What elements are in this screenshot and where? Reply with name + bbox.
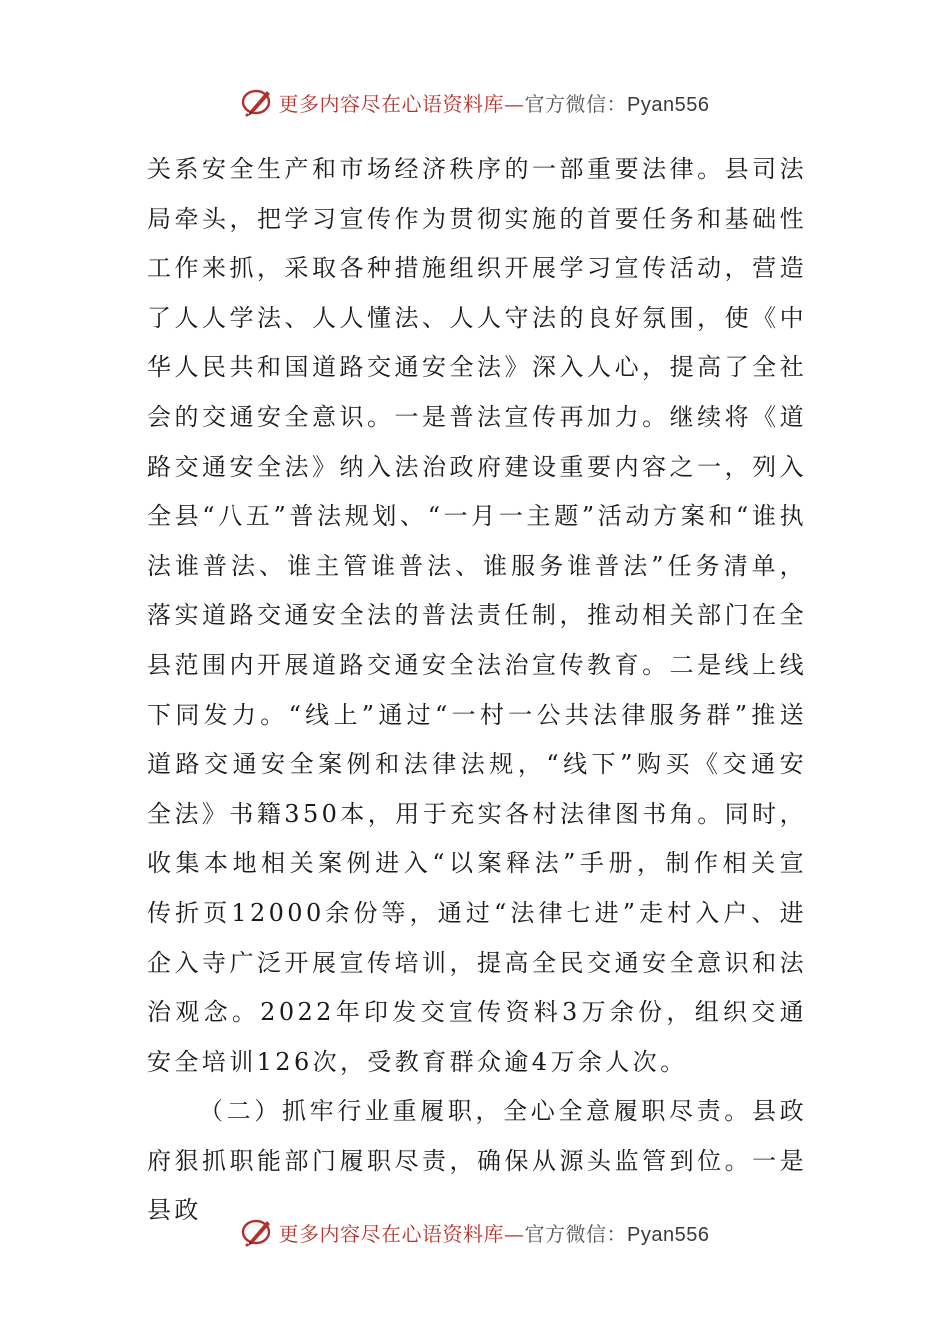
body-paragraph-1: 关系安全生产和市场经济秩序的一部重要法律。县司法局牵头，把学习宣传作为贯彻实施的首要任务和基础性工作来抓，采取各种措施组织开展学习宣传活动，营造了人人学法、人人懂法、人人守法的良好氛围，使《中华人民共和国道路交通安全法》深入人心，提高了全社会的交通安全意识。一是普法宣传再加力。继续将《道路交通安全法》纳入法治政府建设重要内容之一，列入全县“八五”普法规划、“一月一主题”活动方案和“谁执法谁普法、谁主管谁普法、谁服务谁普法”任务清单，落实道路交通安全法的普法责任制，推动相关部门在全县范围内开展道路交通安全法治宣传教育。二是线上线下同发力。“线上”通过“一村一公共法律服务群”推送道路交通安全案例和法律法规，“线下”购买《交通安全法》书籍350本，用于充实各村法律图书角。同时，收集本地相关案例进入“以案释法”手册，制作相关宣传折页12000余份等，通过“法律七进”走村入户、进企入寺广泛开展宣传培训，提高全民交通安全意识和法治观念。2022年印发交宣传资料3万余份，组织交通安全培训126次，受教育群众逾4万余人次。 bbox=[147, 155, 807, 1076]
header-banner bbox=[0, 82, 950, 122]
body-paragraph-2: （二）抓牢行业重履职，全心全意履职尽责。县政府狠抓职能部门履职尽责，确保从源头监管到位。一是县政 bbox=[147, 1097, 807, 1225]
document-body bbox=[147, 145, 807, 1236]
pen-logo-icon bbox=[241, 1215, 275, 1249]
header-wechat-label: 官方微信： bbox=[524, 91, 628, 116]
header-site-text: 更多内容尽在心语资料库 bbox=[278, 91, 505, 116]
footer-wechat-id: Pyan556 bbox=[627, 1223, 710, 1246]
header-dash: — bbox=[504, 91, 525, 116]
footer-site-text: 更多内容尽在心语资料库 bbox=[278, 1221, 505, 1246]
footer-wechat-label: 官方微信： bbox=[524, 1221, 628, 1246]
header-banner-text bbox=[279, 88, 710, 117]
footer-dash: — bbox=[504, 1221, 525, 1246]
footer-banner bbox=[0, 1212, 950, 1252]
footer-banner-text bbox=[279, 1218, 710, 1247]
pen-logo-icon bbox=[241, 85, 275, 119]
header-wechat-id: Pyan556 bbox=[627, 93, 710, 116]
